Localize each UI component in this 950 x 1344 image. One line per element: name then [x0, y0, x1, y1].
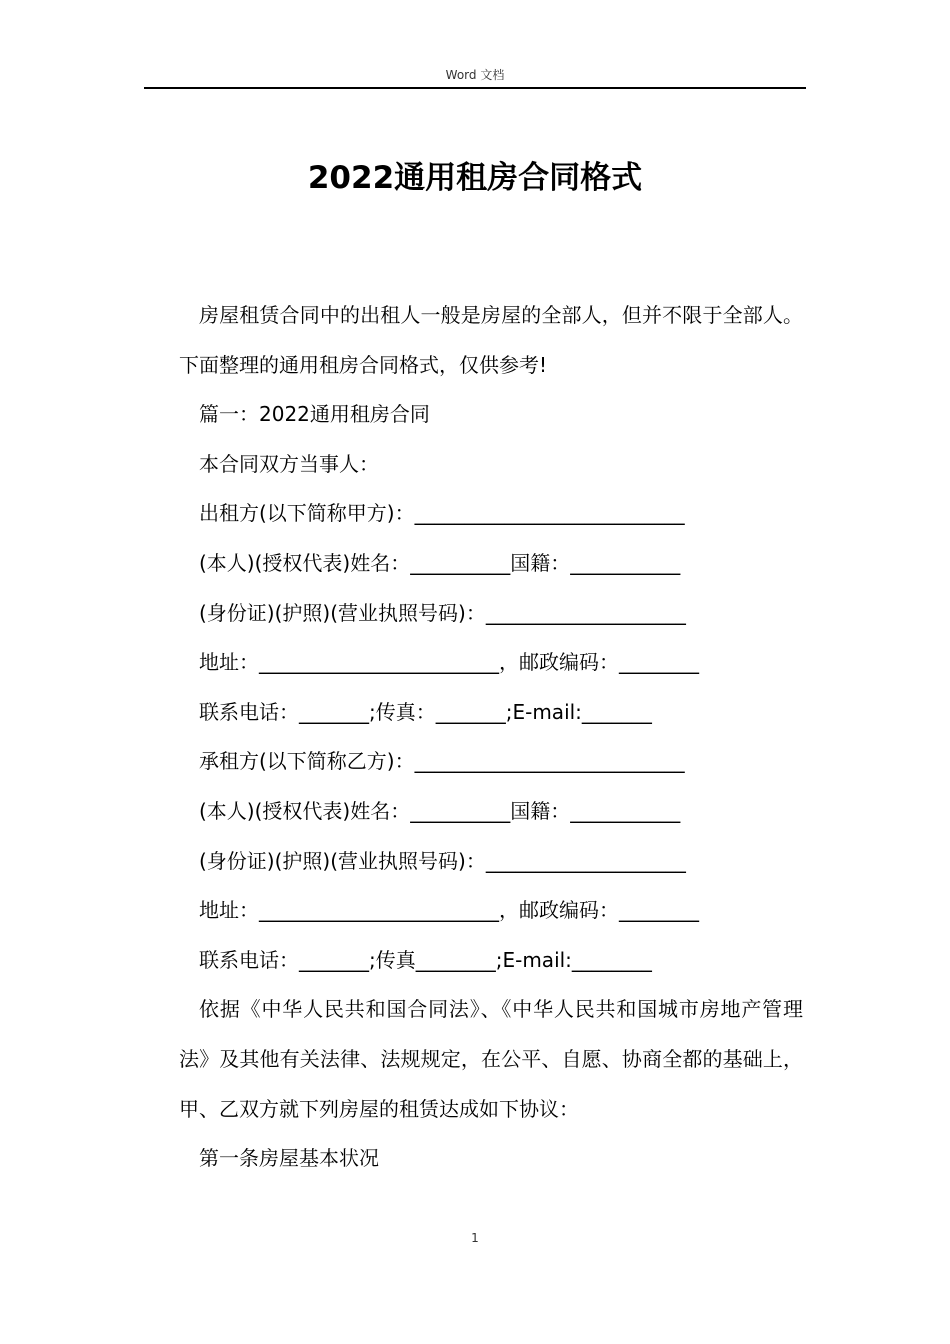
intro-paragraph: 房屋租赁合同中的出租人一般是房屋的全部人，但并不限于全部人。下面整理的通用租房合同格式，仅供参考!	[179, 303, 803, 377]
lessee-contact-line: 联系电话：_______;传真________;E-mail:________	[199, 947, 652, 972]
lessor-name-nationality-line: (本人)(授权代表)姓名：__________国籍：___________	[199, 550, 681, 575]
document-body	[179, 291, 803, 1184]
lessor-address-line: 地址：________________________，邮政编码：________	[199, 650, 699, 675]
document-title: 2022通用租房合同格式	[307, 160, 643, 196]
page-number: 1	[471, 1231, 479, 1245]
lessor-line: 出租方(以下简称甲方)：___________________________	[199, 501, 685, 526]
header-rule	[144, 87, 806, 89]
page-header: Word 文档	[445, 68, 505, 82]
lessor-id-line: (身份证)(护照)(营业执照号码)：____________________	[199, 600, 686, 625]
lessor-contact-line: 联系电话：_______;传真：_______;E-mail:_______	[199, 699, 652, 724]
legal-basis-paragraph: 依据《中华人民共和国合同法》、《中华人民共和国城市房地产管理法》及其他有关法律、法规规定，在公平、自愿、协商全都的基础上，甲、乙双方就下列房屋的租赁达成如下协议：	[179, 997, 803, 1121]
parties-heading: 本合同双方当事人：	[199, 451, 379, 476]
article-one-heading: 第一条房屋基本状况	[199, 1146, 379, 1171]
section-heading: 篇一：2022通用租房合同	[199, 402, 430, 427]
lessee-address-line: 地址：________________________，邮政编码：________	[199, 898, 699, 923]
lessee-name-nationality-line: (本人)(授权代表)姓名：__________国籍：___________	[199, 798, 681, 823]
lessee-line: 承租方(以下简称乙方)：___________________________	[199, 749, 685, 774]
lessee-id-line: (身份证)(护照)(营业执照号码)：____________________	[199, 848, 686, 873]
